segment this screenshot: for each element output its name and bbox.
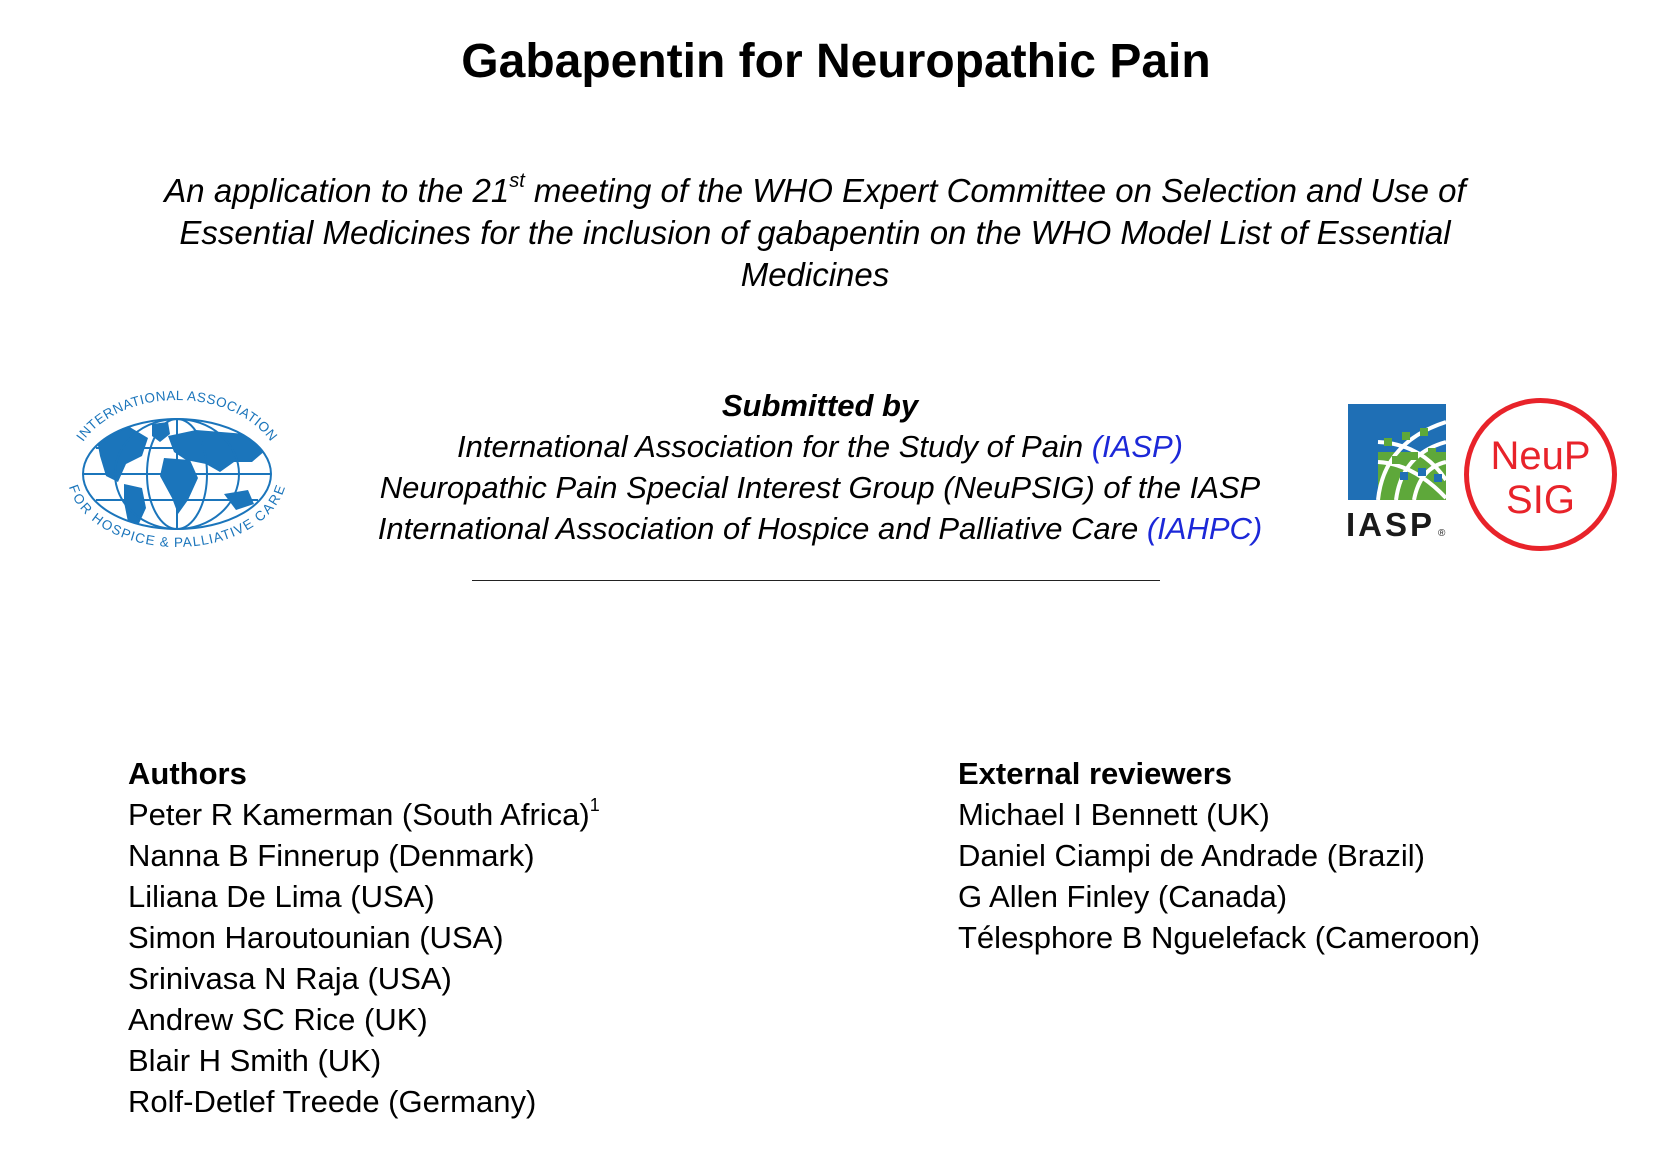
author-item (128, 999, 768, 1040)
registered-mark: ® (1438, 528, 1446, 539)
submitted-by-heading: Submitted by (721, 388, 919, 423)
reviewers-heading: External reviewers (958, 756, 1233, 791)
author-item (128, 917, 768, 958)
org-abbreviation: (IAHPC) (1146, 511, 1263, 546)
neupsig-circle-icon (1462, 396, 1619, 553)
org-name: Neuropathic Pain Special Interest Group (NeuPSIG) of the IASP (379, 470, 1261, 505)
authors-heading: Authors (128, 756, 247, 791)
iasp-logo (1344, 402, 1450, 542)
reviewer-item (958, 876, 1598, 917)
horizontal-divider (472, 580, 1160, 581)
org-name: International Association for the Study of Pain (456, 429, 1092, 464)
author-item (128, 958, 768, 999)
author-item (128, 1081, 768, 1122)
reviewers-section (958, 753, 1598, 958)
author-name: Liliana De Lima (USA) (128, 879, 435, 914)
reviewer-name: G Allen Finley (Canada) (958, 879, 1288, 914)
iasp-emblem-icon (1344, 402, 1450, 542)
author-name: Peter R Kamerman (South Africa) (128, 797, 590, 832)
reviewer-name: Télesphore B Nguelefack (Cameroon) (958, 920, 1481, 955)
author-name: Rolf-Detlef Treede (Germany) (128, 1084, 537, 1119)
submitting-org-neupsig (300, 467, 1340, 508)
submitting-org-iahpc (300, 508, 1340, 549)
reviewer-name: Daniel Ciampi de Andrade (Brazil) (958, 838, 1425, 873)
globe-grid (83, 419, 271, 529)
iahpc-bottom-text: FOR HOSPICE & PALLIATIVE CARE (66, 482, 288, 550)
footnote-marker: 1 (589, 795, 600, 815)
iasp-logo-text: IASP (1346, 506, 1436, 542)
author-name: Blair H Smith (UK) (128, 1043, 382, 1078)
org-abbreviation: (IASP) (1091, 429, 1184, 464)
reviewer-item (958, 917, 1598, 958)
author-item (128, 876, 768, 917)
page-title: Gabapentin for Neuropathic Pain (461, 35, 1211, 88)
author-name: Simon Haroutounian (USA) (128, 920, 504, 955)
author-name: Nanna B Finnerup (Denmark) (128, 838, 535, 873)
application-subtitle (120, 170, 1510, 296)
iahpc-logo (56, 390, 299, 555)
submitted-by-block (300, 385, 1340, 549)
subtitle-text-start: An application to the 21 (164, 172, 510, 209)
iahpc-globe-icon (56, 390, 299, 555)
reviewer-name: Michael I Bennett (UK) (958, 797, 1270, 832)
author-item (128, 794, 768, 835)
iahpc-top-text: INTERNATIONAL ASSOCIATION (73, 390, 281, 444)
neupsig-logo (1462, 396, 1619, 553)
submitting-org-iasp (300, 426, 1340, 467)
org-name: International Association of Hospice and Palliative Care (377, 511, 1147, 546)
subtitle-ordinal-suffix: st (509, 170, 525, 192)
author-item (128, 1040, 768, 1081)
authors-section (128, 753, 768, 1122)
author-item (128, 835, 768, 876)
neupsig-line1: NeuP (1490, 434, 1591, 478)
neupsig-line2: SIG (1506, 478, 1575, 522)
author-name: Andrew SC Rice (UK) (128, 1002, 428, 1037)
subtitle-text-end: meeting of the WHO Expert Committee on Selection and Use of Essential Medicines for the inclusion of gabapentin on the WHO Model List of Essential Medicines (179, 172, 1466, 293)
reviewer-item (958, 835, 1598, 876)
reviewer-item (958, 794, 1598, 835)
author-name: Srinivasa N Raja (USA) (128, 961, 452, 996)
